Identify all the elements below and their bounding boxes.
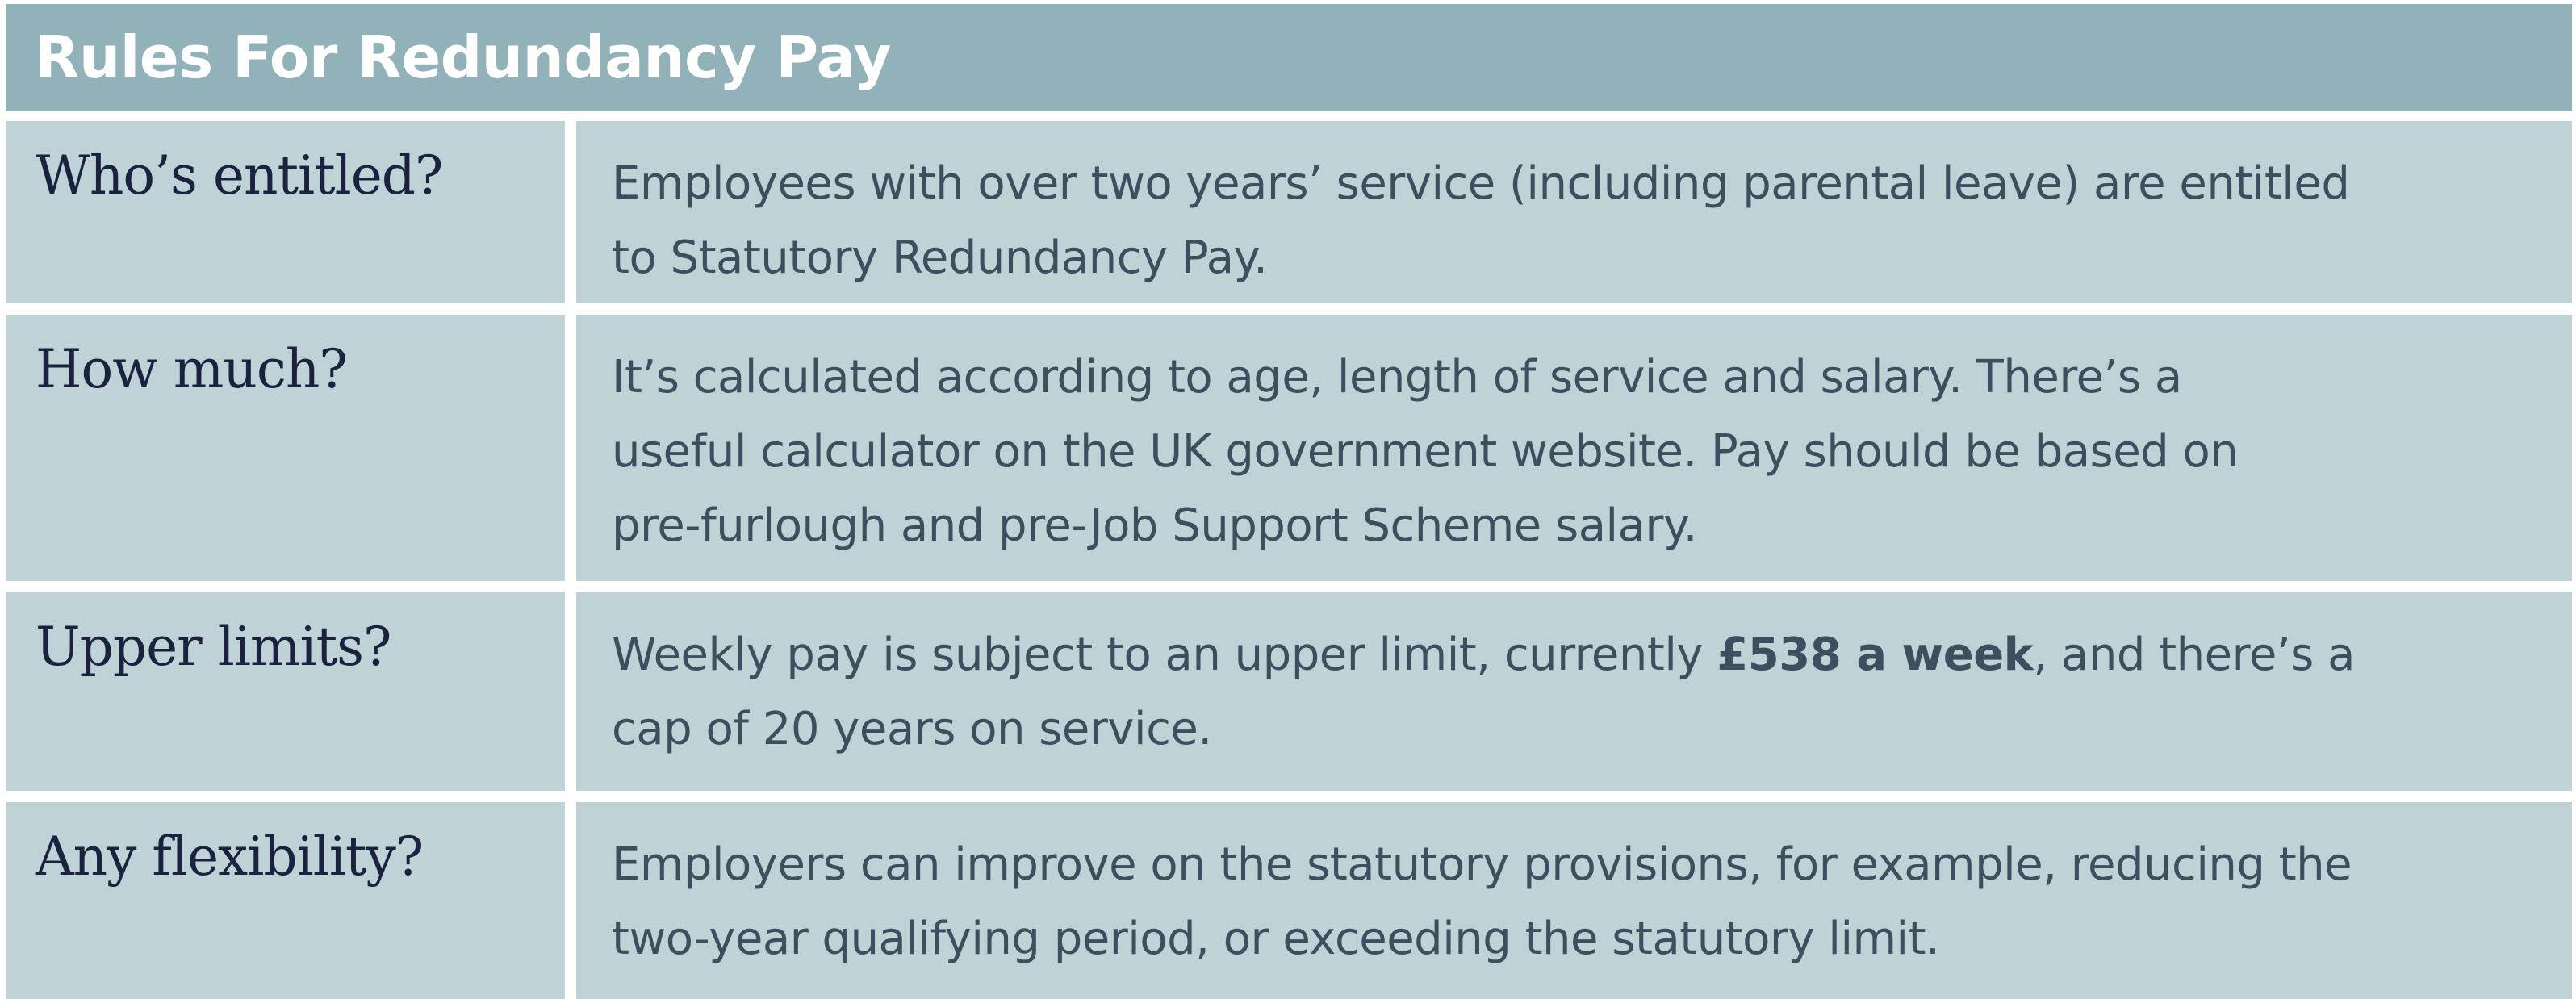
- description-line: useful calculator on the UK government website. Pay should be based on: [612, 425, 2239, 478]
- row-description-cell: [576, 592, 2572, 791]
- table-title: Rules For Redundancy Pay: [35, 23, 891, 91]
- description-line: It’s calculated according to age, length of service and salary. There’s a: [612, 351, 2182, 403]
- description-line: [612, 618, 2548, 692]
- row-description: [612, 341, 2548, 563]
- table-row-entitlement: [6, 121, 2572, 303]
- row-description: [612, 147, 2548, 295]
- description-line: Employees with over two years’ service (including parental leave) are entitled: [612, 157, 2350, 210]
- row-label-cell: [6, 592, 565, 791]
- table-header: [6, 4, 2572, 111]
- row-description-cell: [576, 315, 2572, 581]
- description-line: to Statutory Redundancy Pay.: [612, 232, 1268, 284]
- description-line: pre-furlough and pre-Job Support Scheme salary.: [612, 500, 1697, 552]
- table-row-upper-limits: [6, 592, 2572, 791]
- row-description: [612, 828, 2548, 976]
- description-text: , and there’s a: [2033, 629, 2355, 681]
- row-label: Any flexibility?: [36, 826, 424, 888]
- table-row-amount: [6, 315, 2572, 581]
- description-line: cap of 20 years on service.: [612, 703, 1212, 755]
- description-text: Weekly pay is subject to an upper limit, currently: [612, 629, 1717, 681]
- row-description-cell: [576, 121, 2572, 303]
- weekly-cap-amount: £538 a week: [1717, 629, 2034, 681]
- row-label-cell: [6, 121, 565, 303]
- description-line: two-year qualifying period, or exceeding the statutory limit.: [612, 913, 1940, 965]
- row-label: Who’s entitled?: [36, 144, 443, 207]
- row-label: Upper limits?: [36, 616, 391, 678]
- description-line: Employers can improve on the statutory provisions, for example, reducing the: [612, 838, 2352, 891]
- row-description: [612, 618, 2548, 767]
- row-label: How much?: [36, 338, 347, 400]
- row-description-cell: [576, 802, 2572, 999]
- table-row-flexibility: [6, 802, 2572, 999]
- row-label-cell: [6, 315, 565, 581]
- row-label-cell: [6, 802, 565, 999]
